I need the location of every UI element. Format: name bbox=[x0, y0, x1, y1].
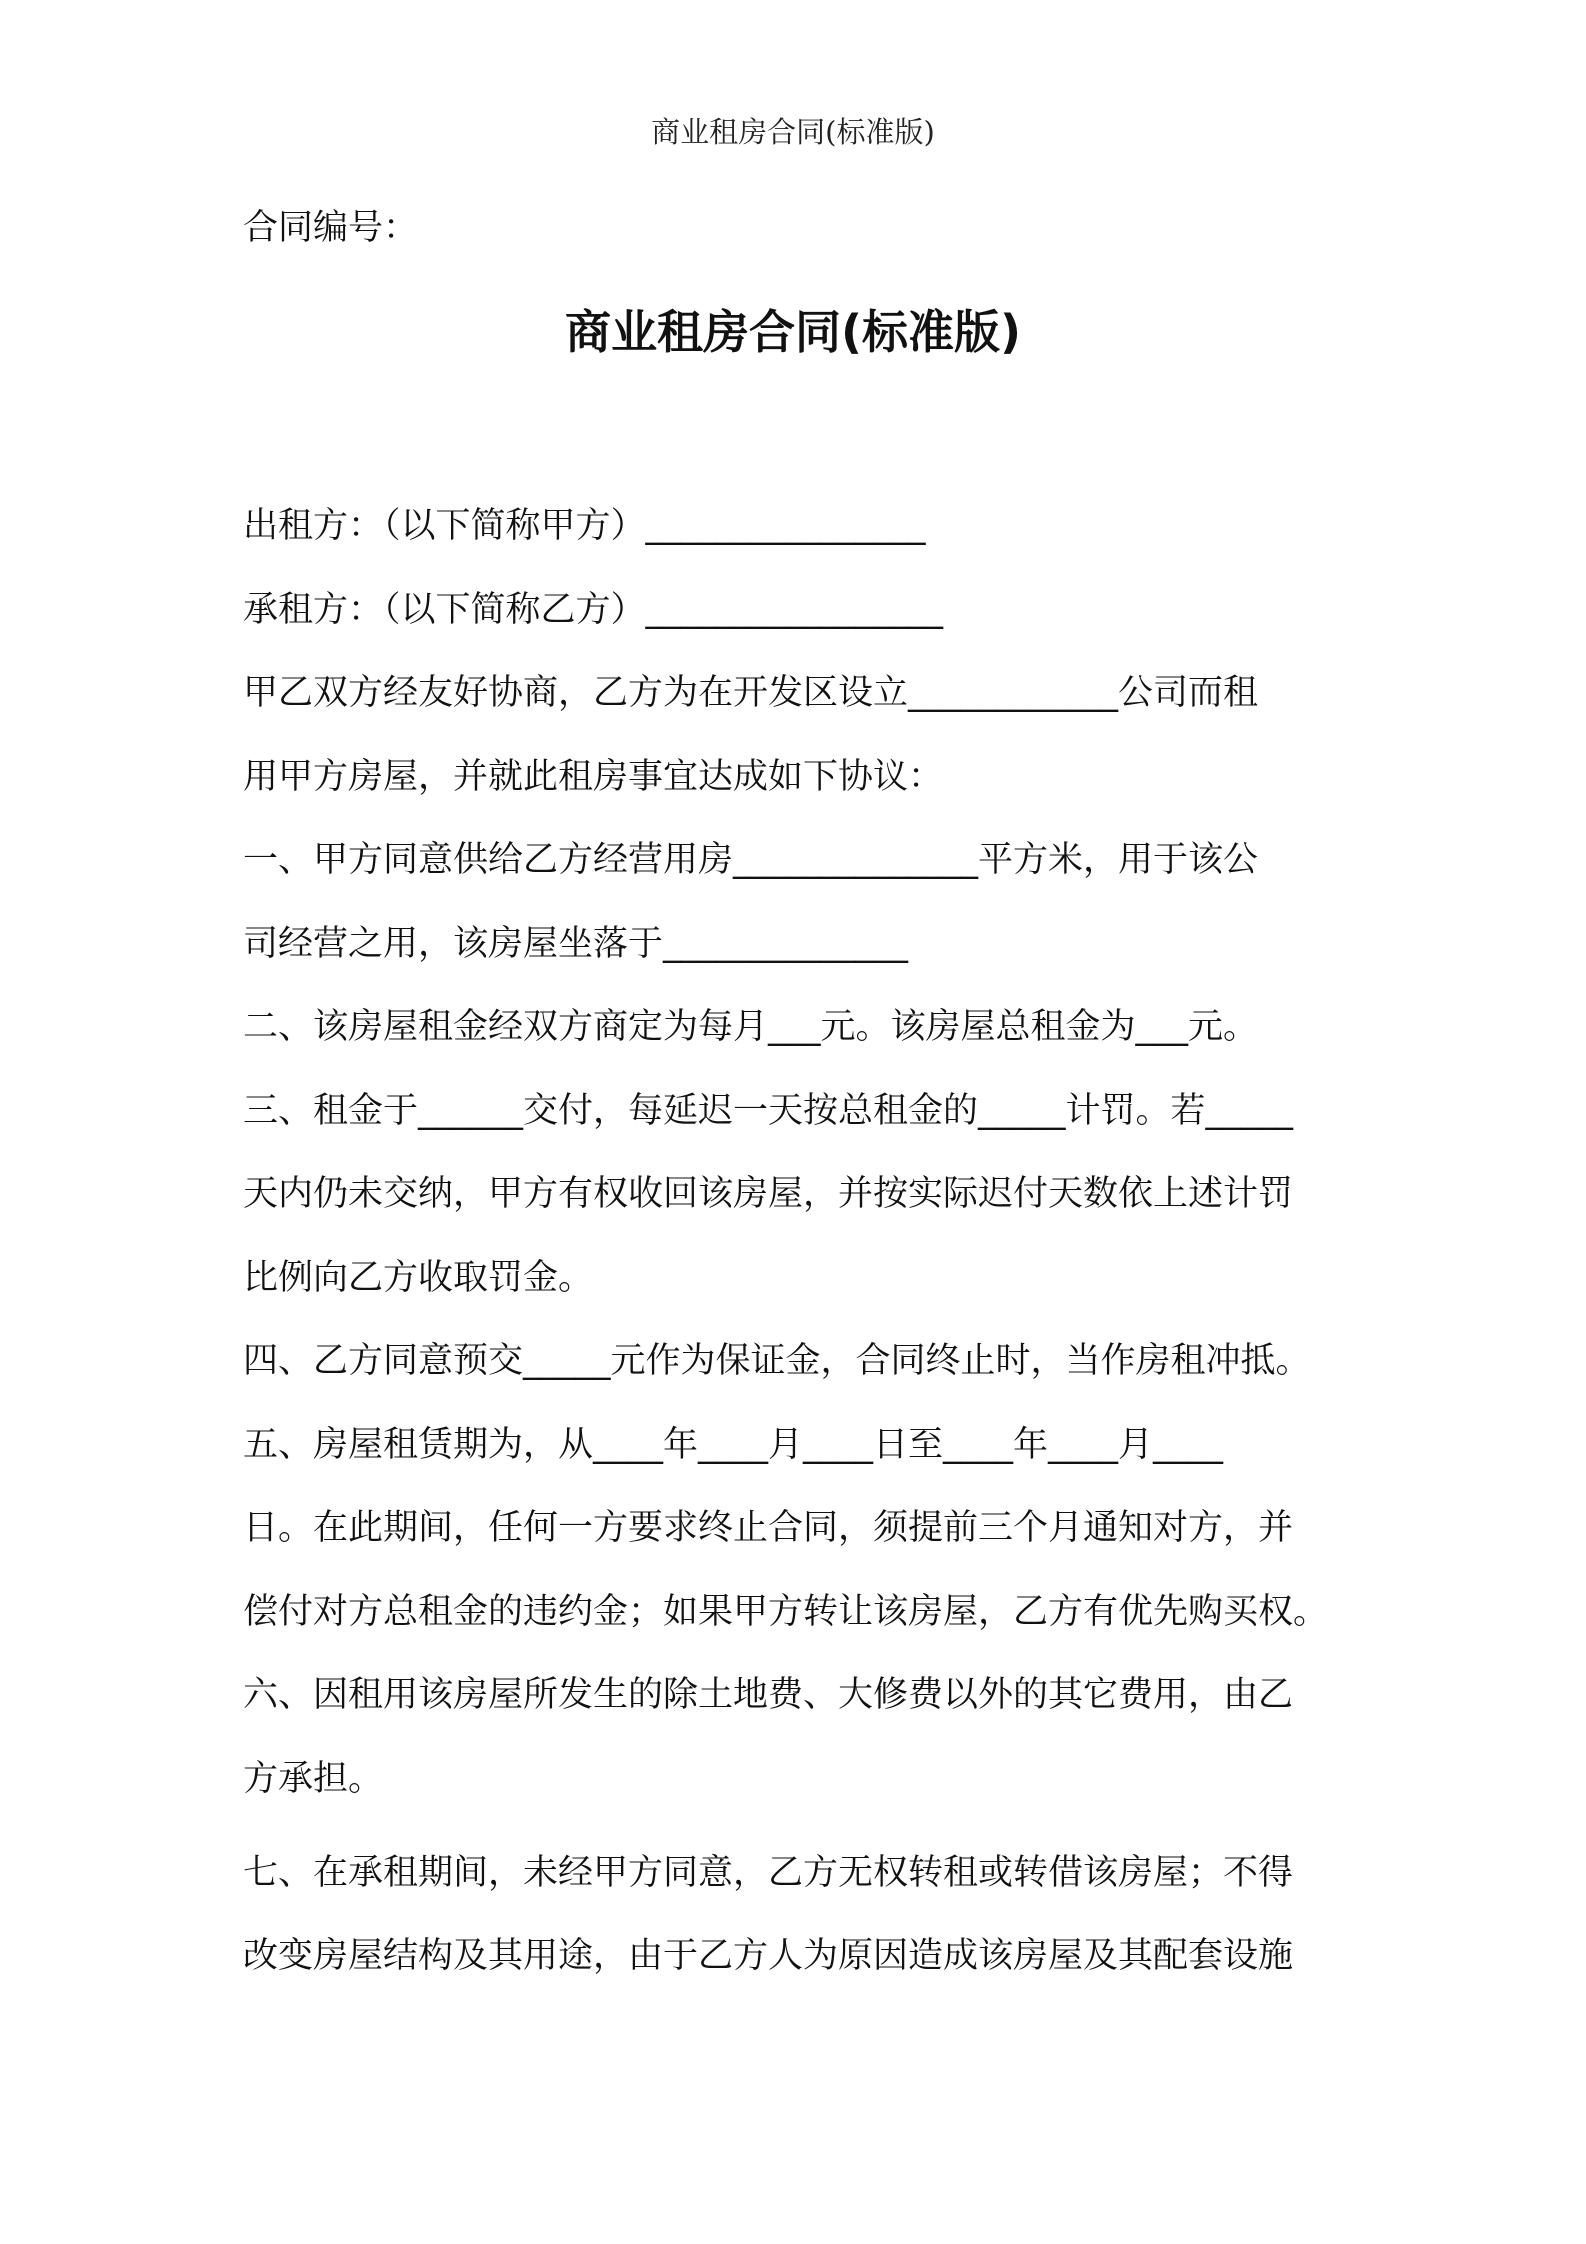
clause-3-line: 三、租金于______交付，每延迟一天按总租金的_____计罚。若_____ bbox=[243, 1090, 1294, 1131]
running-header: 商业租房合同(标准版) bbox=[651, 115, 935, 149]
clause-3-line: 比例向乙方收取罚金。 bbox=[243, 1257, 594, 1298]
clause-6-line: 方承担。 bbox=[243, 1758, 384, 1799]
contract-number-label: 合同编号： bbox=[243, 208, 419, 248]
body-line: 用甲方房屋，并就此租房事宜达成如下协议： bbox=[243, 756, 944, 797]
lessee-line: 承租方：（以下简称乙方）_________________ bbox=[243, 589, 944, 630]
clause-2-line: 二、该房屋租金经双方商定为每月___元。该房屋总租金为___元。 bbox=[243, 1007, 1259, 1047]
clause-1-line: 司经营之用，该房屋坐落于______________ bbox=[243, 923, 909, 964]
lessor-line: 出租方：（以下简称甲方）________________ bbox=[243, 506, 926, 546]
clause-5-line: 五、房屋租赁期为，从____年____月____日至____年____月____ bbox=[243, 1424, 1224, 1465]
body-line: 甲乙双方经友好协商，乙方为在开发区设立____________公司而租 bbox=[243, 673, 1259, 713]
contract-body bbox=[243, 485, 1353, 1999]
clause-7-line: 改变房屋结构及其用途，由于乙方人为原因造成该房屋及其配套设施 bbox=[243, 1936, 1294, 1976]
clause-1-line: 一、甲方同意供给乙方经营用房______________平方米，用于该公 bbox=[243, 840, 1259, 880]
clause-5-line: 日。在此期间，任何一方要求终止合同，须提前三个月通知对方，并 bbox=[243, 1508, 1294, 1548]
clause-5-line: 偿付对方总租金的违约金；如果甲方转让该房屋，乙方有优先购买权。 bbox=[243, 1591, 1329, 1632]
clause-4-line: 四、乙方同意预交_____元作为保证金，合同终止时，当作房租冲抵。 bbox=[243, 1341, 1311, 1381]
clause-7-line: 七、在承租期间，未经甲方同意，乙方无权转租或转借该房屋；不得 bbox=[243, 1852, 1294, 1893]
clause-6-line: 六、因租用该房屋所发生的除土地费、大修费以外的其它费用，由乙 bbox=[243, 1675, 1294, 1715]
document-title: 商业租房合同(标准版) bbox=[564, 305, 1022, 359]
clause-3-line: 天内仍未交纳，甲方有权收回该房屋，并按实际迟付天数依上述计罚 bbox=[243, 1174, 1294, 1214]
